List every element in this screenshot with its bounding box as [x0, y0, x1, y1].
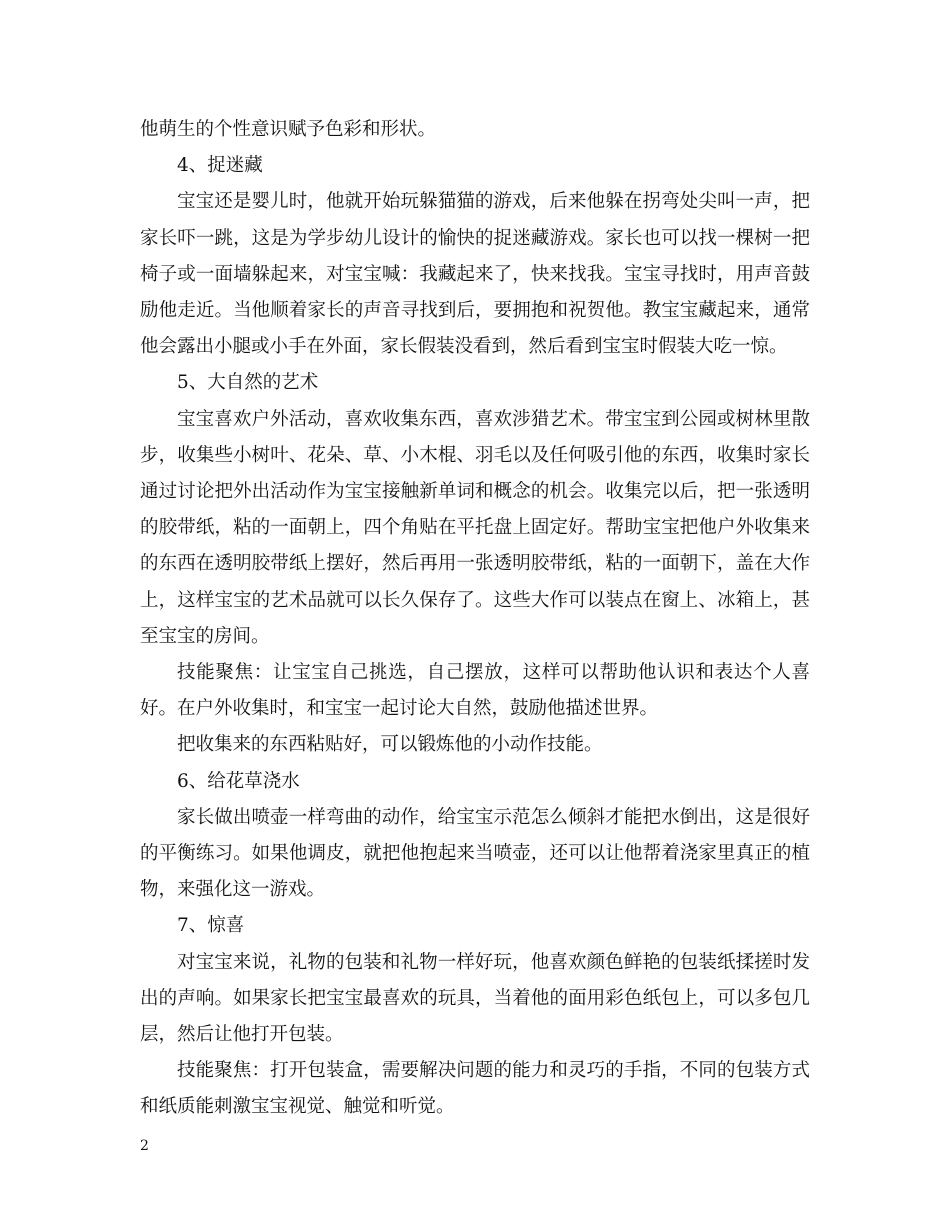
section-heading-hide-and-seek: 4、捉迷藏	[177, 155, 263, 177]
paragraph-nature-art: 宝宝喜欢户外活动，喜欢收集东西，喜欢涉猎艺术。带宝宝到公园或树林里散步，收集些小树叶、花朵、草、小木棍、羽毛以及任何吸引他的东西，收集时家长通过讨论把外出活动作为宝宝接触新单词和概念的机会。收集完以后，把一张透明的胶带纸，粘的一面朝上，四个角贴在平托盘上固定好。帮助宝宝把他户外收集来的东西在透明胶带纸上摆好，然后再用一张透明胶带纸，粘的一面朝下，盖在大作上，这样宝宝的艺术品就可以长久保存了。这些大作可以装点在窗上、冰箱上，甚至宝宝的房间。	[140, 408, 810, 647]
section-heading-nature-art: 5、大自然的艺术	[177, 372, 319, 394]
document-body	[140, 112, 810, 1126]
paragraph-surprise: 对宝宝来说，礼物的包装和礼物一样好玩，他喜欢颜色鲜艳的包装纸揉搓时发出的声响。如果家长把宝宝最喜欢的玩具，当着他的面用彩色纸包上，可以多包几层，然后让他打开包装。	[140, 951, 810, 1046]
paragraph-surprise-skill-focus: 技能聚焦：打开包装盒，需要解决问题的能力和灵巧的手指，不同的包装方式和纸质能刺激宝宝视觉、触觉和听觉。	[140, 1060, 810, 1118]
paragraph-nature-art-skill-focus: 技能聚焦：让宝宝自己挑选，自己摆放，这样可以帮助他认识和表达个人喜好。在户外收集时，和宝宝一起讨论大自然，鼓励他描述世界。	[140, 662, 810, 720]
paragraph-nature-art-motor-skill: 把收集来的东西粘贴好，可以锻炼他的小动作技能。	[177, 734, 603, 756]
paragraph-watering-plants: 家长做出喷壶一样弯曲的动作，给宝宝示范怎么倾斜才能把水倒出，这是很好的平衡练习。如果他调皮，就把他抱起来当喷壶，还可以让他帮着浇家里真正的植物，来强化这一游戏。	[140, 806, 810, 901]
page-number: 2	[140, 1138, 149, 1154]
paragraph-continuation: 他萌生的个性意识赋予色彩和形状。	[140, 119, 437, 140]
paragraph-hide-and-seek: 宝宝还是婴儿时，他就开始玩躲猫猫的游戏，后来他躲在拐弯处尖叫一声，把家长吓一跳，这是为学步幼儿设计的愉快的捉迷藏游戏。家长也可以找一棵树一把椅子或一面墙躲起来，对宝宝喊：我藏起来了，快来找我。宝宝寻找时，用声音鼓励他走近。当他顺着家长的声音寻找到后，要拥抱和祝贺他。教宝宝藏起来，通常他会露出小腿或小手在外面，家长假装没看到，然后看到宝宝时假装大吃一惊。	[140, 191, 810, 358]
section-heading-watering-plants: 6、给花草浇水	[177, 770, 300, 792]
section-heading-surprise: 7、惊喜	[177, 915, 245, 937]
